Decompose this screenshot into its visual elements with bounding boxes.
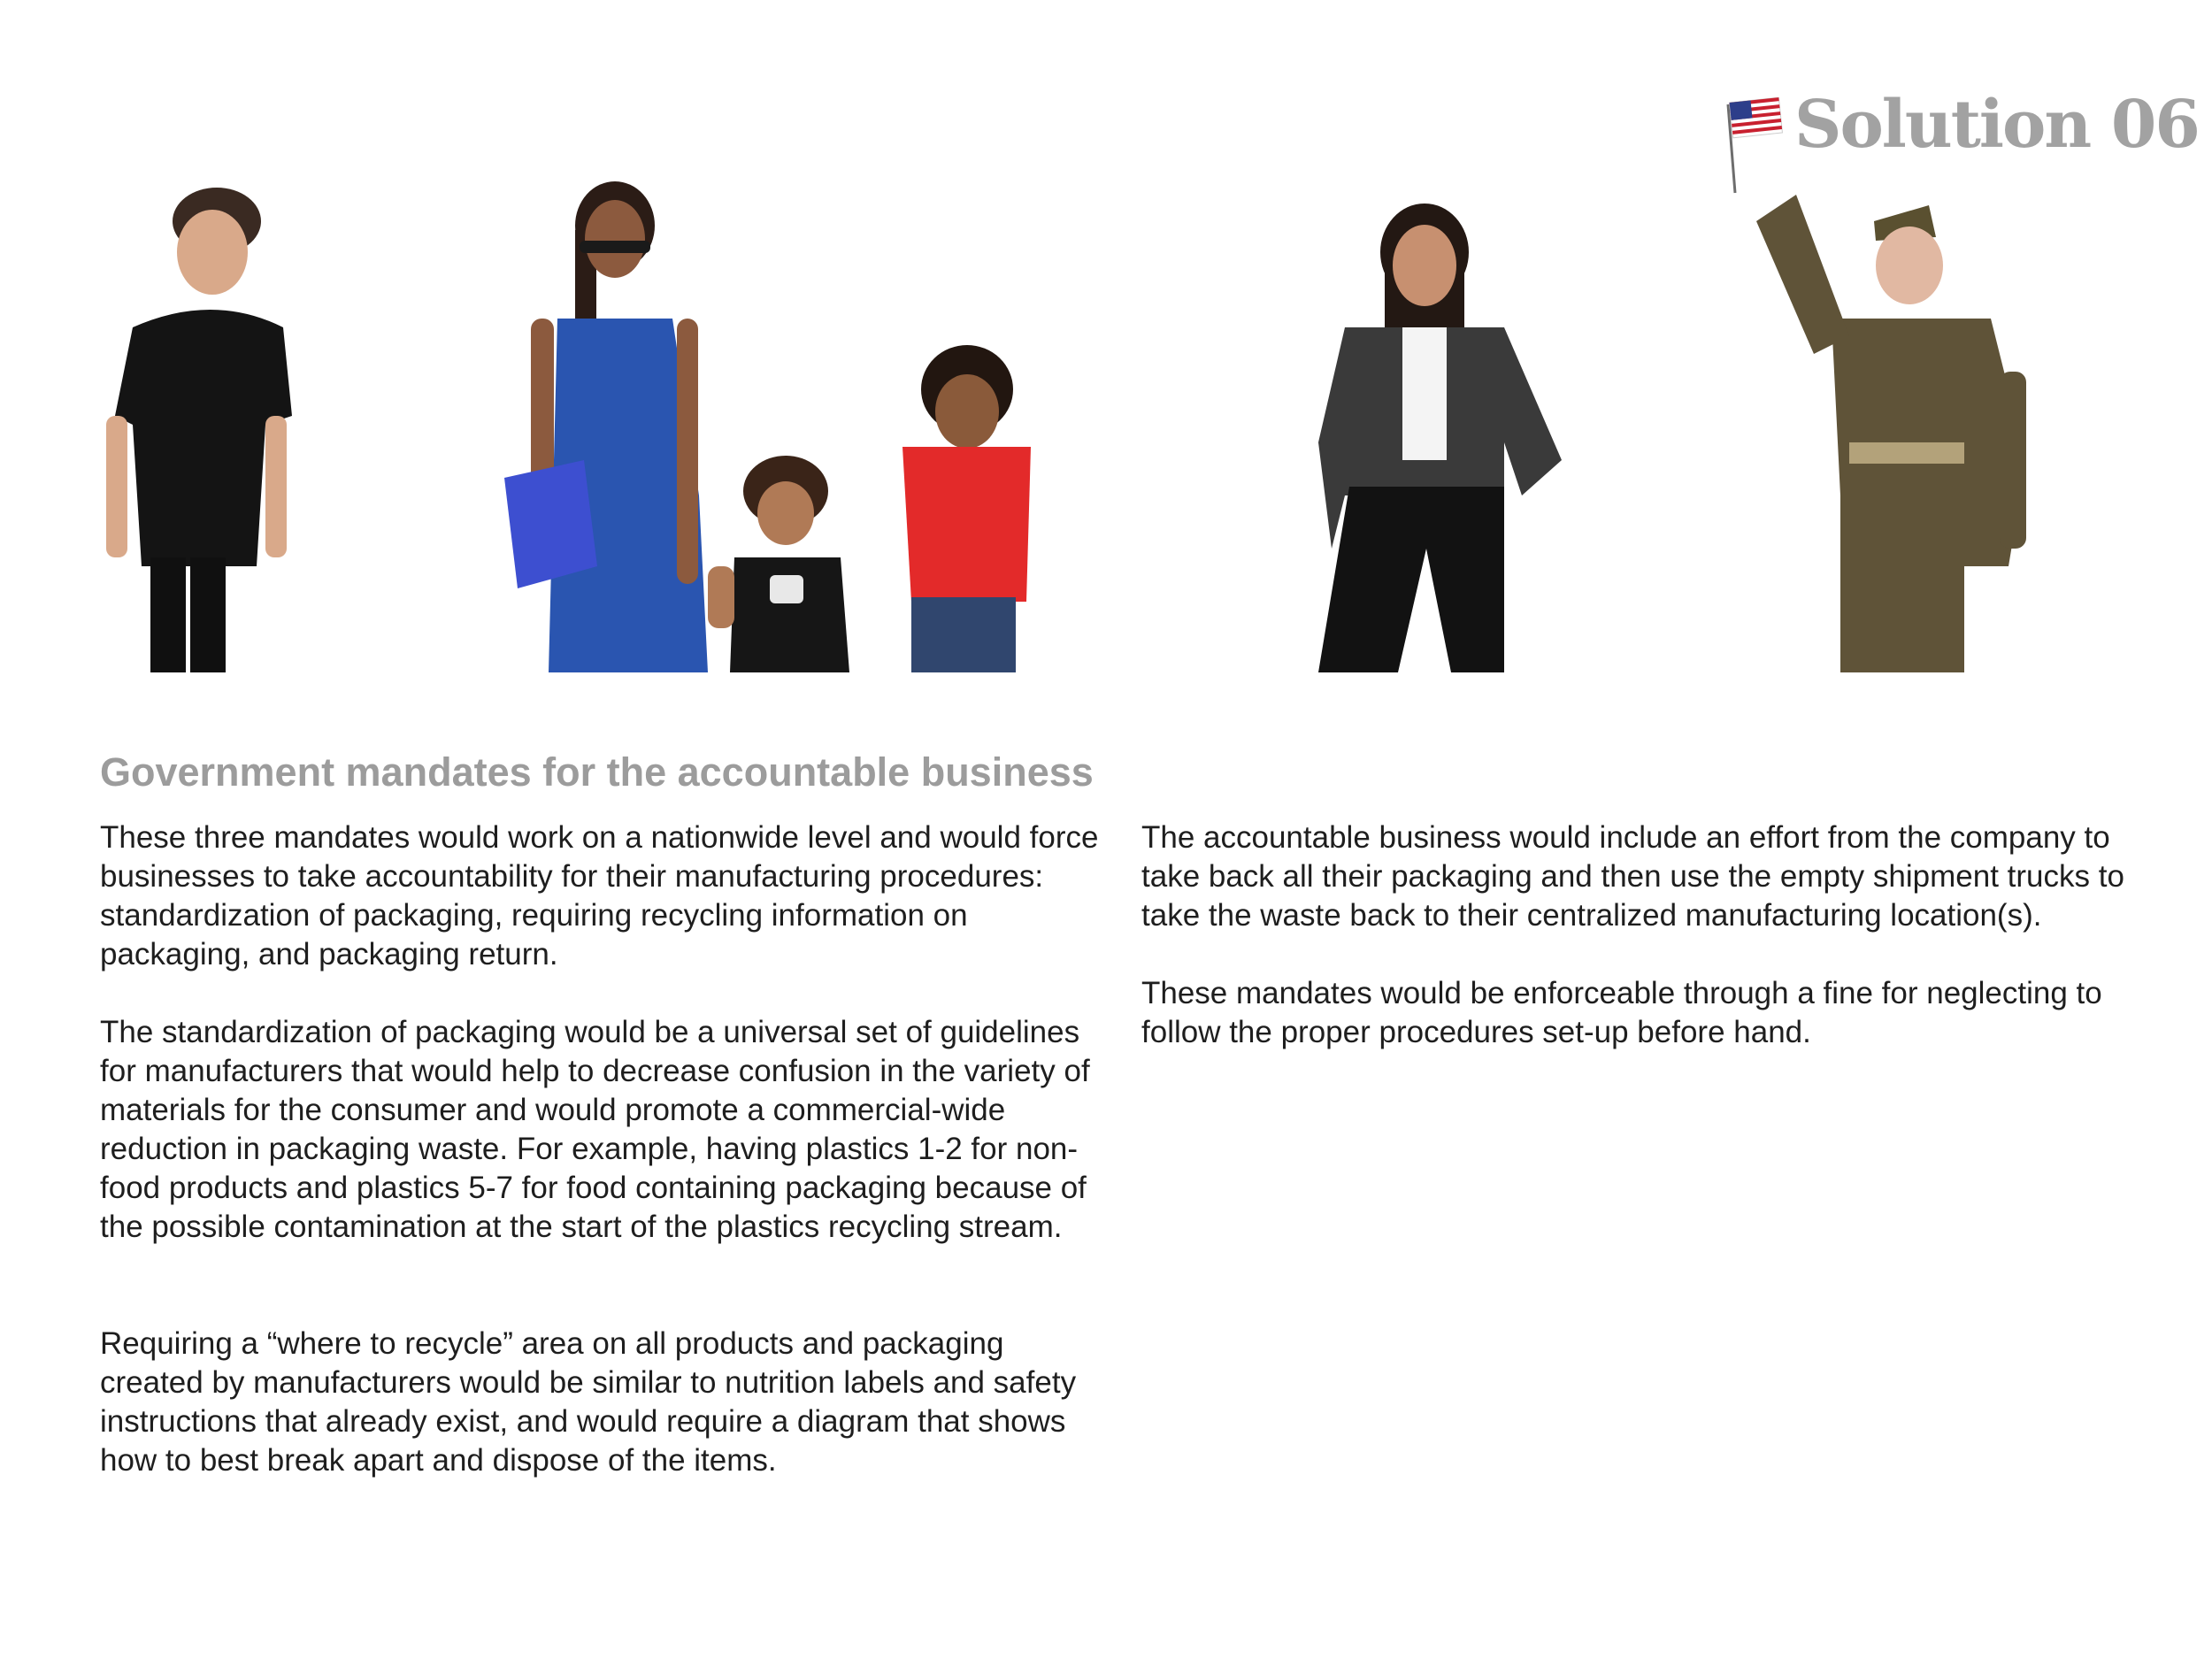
- veteran-figure: [1756, 195, 2026, 672]
- page-title: Solution 06: [1794, 87, 2199, 163]
- kid-figure: [902, 345, 1031, 672]
- right-column: [1141, 818, 2150, 1052]
- toddler-figure: [708, 456, 849, 672]
- left-column: [100, 818, 1100, 1480]
- paragraph: The standardization of packaging would be a universal set of guidelines for manufacturers that would help to decrease confusion in the variety of materials for the consumer and would promote a commercial-wide reduction in packaging waste. For example, having plastics 1-2 for non-food products and plastics 5-7 for food containing packaging because of the possible contamination at the start of the plastics recycling stream.: [100, 1015, 1090, 1244]
- businesswoman-figure: [1318, 204, 1562, 672]
- paragraph: These three mandates would work on a nationwide level and would force businesses to take accountability for their manufacturing procedures: standardization of packaging, requiring recycling information on packaging, and packaging return.: [100, 820, 1099, 972]
- paragraph: The accountable business would include an effort from the company to take back all their packaging and then use the empty shipment trucks to take the waste back to their centralized manufacturing location(s).: [1141, 820, 2124, 933]
- paragraph: These mandates would be enforceable through a fine for neglecting to follow the proper procedures set-up before hand.: [1141, 976, 2102, 1049]
- woman-figure: [504, 181, 708, 672]
- young-man-figure: [106, 188, 292, 672]
- section-heading: Government mandates for the accountable business: [100, 749, 1094, 795]
- people-photos: [0, 0, 2212, 690]
- paragraph: Requiring a “where to recycle” area on all products and packaging created by manufacturers would be similar to nutrition labels and safety instructions that already exist, and would require a diagram that shows how to best break apart and dispose of the items.: [100, 1326, 1077, 1478]
